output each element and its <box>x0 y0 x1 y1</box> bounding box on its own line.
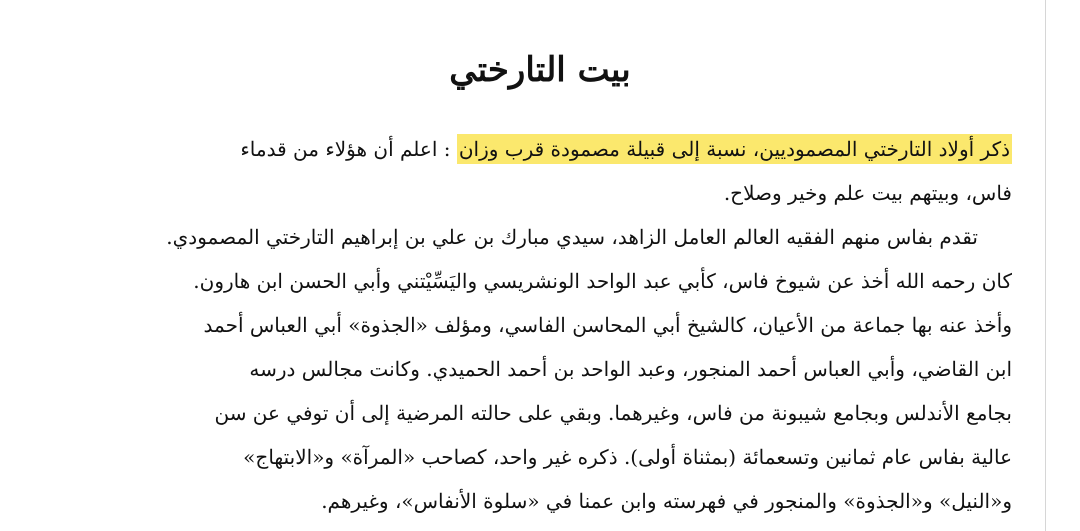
page-title: بيت التارختي <box>449 50 631 90</box>
text-line-8: عالية بفاس عام ثمانين وتسعمائة (بمثناة أولى). ذكره غير واحد، كصاحب «المرآة» و«الابتهاج» <box>243 445 1012 469</box>
text-line-3: تقدم بفاس منهم الفقيه العالم العامل الزاهد، سيدي مبارك بن علي بن إبراهيم التارختي المصمودي. <box>166 225 978 249</box>
highlighted-text[interactable]: ذكر أولاد التارختي المصموديين، نسبة إلى قبيلة مصمودة قرب وزان <box>457 134 1012 164</box>
text-line-7: بجامع الأندلس وبجامع شيبونة من فاس، وغيرهما. وبقي على حالته المرضية إلى أن توفي عن سن <box>214 401 1012 425</box>
text-line-2: فاس، وبيتهم بيت علم وخير وصلاح. <box>723 181 1012 205</box>
text-line-6: ابن القاضي، وأبي العباس أحمد المنجور، وعبد الواحد بن أحمد الحميدي. وكانت مجالس درسه <box>249 357 1012 381</box>
intro-continuation: : اعلم أن هؤلاء من قدماء <box>240 137 457 161</box>
text-line-9: و«النيل» و«الجذوة» والمنجور في فهرسته وابن عمنا في «سلوة الأنفاس»، وغيرهم. <box>321 489 1012 513</box>
text-line-4: كان رحمه الله أخذ عن شيوخ فاس، كأبي عبد الواحد الونشريسي واليَسِّيْتني وأبي الحسن ابن هارون. <box>193 269 1012 293</box>
body-text <box>82 127 1012 523</box>
text-line-5: وأخذ عنه بها جماعة من الأعيان، كالشيخ أبي المحاسن الفاسي، ومؤلف «الجذوة» أبي العباس أحمد <box>203 313 1012 337</box>
text-line-1 <box>82 127 1012 171</box>
